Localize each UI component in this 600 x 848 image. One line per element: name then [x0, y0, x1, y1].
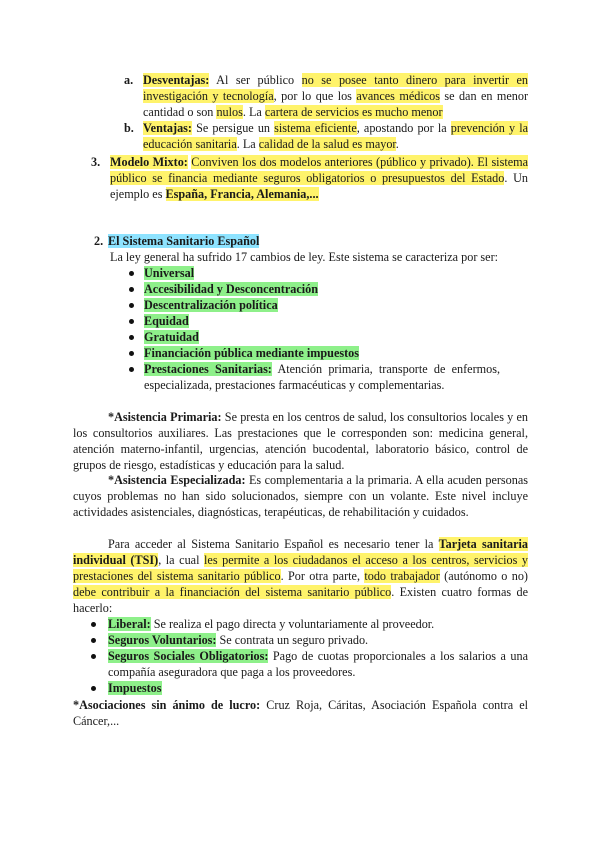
prestaciones-line-2: especializada, prestaciones farmacéuticas y complementarias. — [144, 378, 445, 392]
modelo-mixto-title: Modelo Mixto: — [110, 155, 188, 169]
section-2-marker: 2. — [94, 234, 104, 248]
bullet-icon — [91, 654, 96, 659]
primaria-line-3: atención materno-infantil, urgencias, atención bucodental, laboratorio básico, control de — [73, 442, 528, 456]
desventajas-line-2: investigación y tecnología, por lo que los avances médicos se dan en menor — [143, 89, 528, 103]
especializada-line-3: actividades asistenciales, diagnósticas, terapéuticas, de rehabilitación y cuidados. — [73, 505, 469, 519]
primaria-line-1: *Asistencia Primaria: Se presta en los centros de salud, los consultorios locales y en — [108, 410, 528, 424]
list-item: Descentralización política — [144, 298, 278, 312]
bullet-icon — [129, 287, 134, 292]
bullet-icon — [91, 686, 96, 691]
bullet-icon — [129, 367, 134, 372]
ventajas-title: Ventajas: — [143, 121, 192, 135]
especializada-line-1: *Asistencia Especializada: Es complementaria a la primaria. A ella acuden personas — [108, 473, 528, 487]
acceso-line-3: prestaciones del sistema sanitario público. Por otra parte, todo trabajador (autónomo o no) — [73, 569, 528, 583]
acceso-line-5: hacerlo: — [73, 601, 113, 615]
bullet-icon — [129, 319, 134, 324]
bullet-icon — [129, 303, 134, 308]
forma-seguros-obligatorios-line-2: compañía aseguradora que paga a los proveedores. — [108, 665, 356, 679]
list-item: Accesibilidad y Desconcentración — [144, 282, 318, 296]
desventajas-line-1: Desventajas: Al ser público no se posee tanto dinero para invertir en — [143, 73, 528, 87]
primaria-line-2: los consultorios auxiliares. Las prestaciones que le corresponden son: medicina general, — [73, 426, 528, 440]
prestaciones-title: Prestaciones Sanitarias: — [144, 362, 272, 376]
especializada-line-2: cuyos problemas no han sido solucionados, siempre con un volante. Este nivel incluye — [73, 489, 528, 503]
primaria-title: *Asistencia Primaria: — [108, 410, 222, 424]
section-2-heading — [108, 234, 259, 249]
acceso-line-1: Para acceder al Sistema Sanitario Español es necesario tener la Tarjeta sanitaria — [108, 537, 528, 551]
asociaciones-line-1: *Asociaciones sin ánimo de lucro: Cruz Roja, Cáritas, Asociación Española contra el — [73, 698, 528, 712]
forma-seguros-voluntarios: Seguros Voluntarios: Se contrata un seguro privado. — [108, 633, 369, 647]
desventajas-line-3: cantidad o son nulos. La cartera de servicios es mucho menor — [143, 105, 443, 119]
list-item: Universal — [144, 266, 195, 280]
asociaciones-line-2: Cáncer,... — [73, 714, 120, 728]
acceso-line-4: debe contribuir a la financiación del sistema sanitario público. Existen cuatro formas de — [73, 585, 528, 599]
asociaciones-title: *Asociaciones sin ánimo de lucro: — [73, 698, 261, 712]
prestaciones-line-1: Prestaciones Sanitarias: Atención primaria, transporte de enfermos, — [144, 362, 500, 376]
list-marker-b: b. — [124, 121, 134, 135]
forma-liberal: Liberal: Se realiza el pago directa y voluntariamente al proveedor. — [108, 617, 435, 631]
section-2-intro: La ley general ha sufrido 17 cambios de ley. Este sistema se caracteriza por ser: — [110, 250, 499, 264]
modelo-mixto-line-1: Modelo Mixto: Conviven los dos modelos anteriores (público y privado). El sistema — [110, 155, 528, 169]
modelo-mixto-line-3: ejemplo es España, Francia, Alemania,... — [110, 187, 319, 201]
list-marker-a: a. — [124, 73, 134, 87]
especializada-title: *Asistencia Especializada: — [108, 473, 246, 487]
list-item: Equidad — [144, 314, 189, 328]
forma-impuestos: Impuestos — [108, 681, 162, 695]
list-item: Gratuidad — [144, 330, 199, 344]
bullet-icon — [91, 638, 96, 643]
bullet-icon — [129, 351, 134, 356]
ventajas-line-2: educación sanitaria. La calidad de la salud es mayor. — [143, 137, 399, 151]
primaria-line-4: grupos de riesgo, estadísticas y educación para la salud. — [73, 458, 345, 472]
modelo-mixto-line-2: público se financia mediante seguros obligatorios o presupuestos del Estado. Un — [110, 171, 528, 185]
desventajas-title: Desventajas: — [143, 73, 210, 87]
list-item: Financiación pública mediante impuestos — [144, 346, 359, 360]
bullet-icon — [91, 622, 96, 627]
bullet-icon — [129, 271, 134, 276]
acceso-line-2: individual (TSI), la cual les permite a los ciudadanos el acceso a los centros, servicios y — [73, 553, 528, 567]
section-title: El Sistema Sanitario Español — [108, 234, 260, 248]
forma-seguros-obligatorios-line-1: Seguros Sociales Obligatorios: Pago de cuotas proporcionales a los salarios a una — [108, 649, 528, 663]
item-3-marker: 3. — [91, 155, 101, 169]
ventajas-line-1: Ventajas: Se persigue un sistema eficiente, apostando por la prevención y la — [143, 121, 528, 135]
bullet-icon — [129, 335, 134, 340]
